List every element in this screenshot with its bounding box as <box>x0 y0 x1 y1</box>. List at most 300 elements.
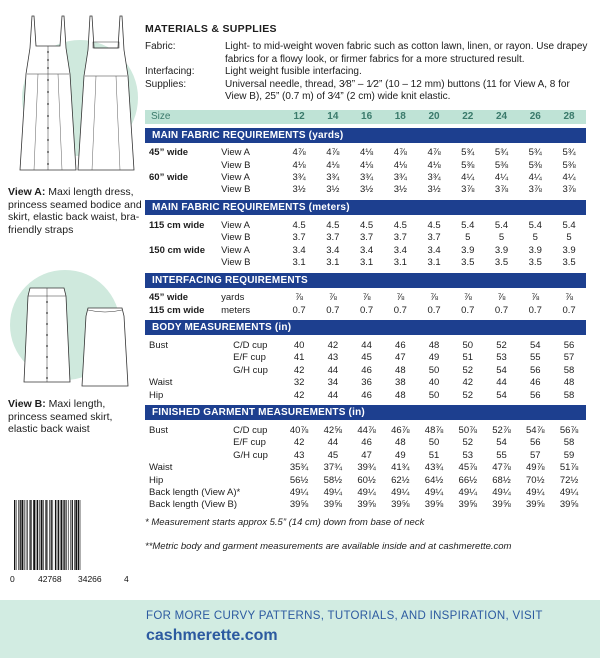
table-cell: 40⅞ <box>289 425 309 437</box>
table-cell: 3½ <box>326 184 340 196</box>
table-cell: 3.7 <box>393 232 407 244</box>
section-title: MAIN FABRIC REQUIREMENTS (yards) <box>145 128 586 143</box>
size-header-cell: 14 <box>316 110 350 124</box>
table-cell: 0.7 <box>461 304 475 316</box>
table-row <box>145 244 586 256</box>
table-cell: 3.4 <box>326 244 340 256</box>
table-cell: 42 <box>327 340 339 352</box>
barcode-digits: 42768 <box>38 574 62 584</box>
barcode-bar <box>46 500 47 570</box>
table-cell: ⅞ <box>295 292 304 304</box>
table-cell: 3.1 <box>427 256 441 268</box>
table-cell: 5.4 <box>494 219 509 231</box>
barcode-bar <box>33 500 35 570</box>
table-cell: 3.1 <box>359 256 374 268</box>
materials-interfacing-row <box>145 66 595 79</box>
row-label <box>145 364 221 376</box>
barcode-bar <box>43 500 44 570</box>
table-cell: 39⅝ <box>391 499 410 511</box>
table-cell: ⅞ <box>362 292 371 304</box>
table-cell: 39⅝ <box>424 499 444 511</box>
table-cell: 4⅛ <box>326 159 340 171</box>
table-row <box>145 449 586 461</box>
barcode-bar <box>51 500 52 570</box>
table-cell: 38 <box>395 377 406 389</box>
table-cell: 50 <box>462 340 474 352</box>
table-cell: 48 <box>395 437 406 449</box>
table-cell: 48⅞ <box>424 425 444 437</box>
materials-supplies-row <box>145 79 595 104</box>
table-cell: 64½ <box>424 474 444 486</box>
table-cell: 47⅞ <box>492 462 511 474</box>
table-cell: 54⅞ <box>526 425 545 437</box>
table-cell: 50 <box>428 389 440 401</box>
table-cell: 42 <box>293 364 305 376</box>
table-cell: 5.4 <box>528 219 542 231</box>
table-cell: 57 <box>529 449 541 461</box>
table-row <box>145 352 586 364</box>
table-cell: 56 <box>529 364 541 376</box>
row-label: 60” wide <box>149 171 189 183</box>
barcode-bar <box>37 500 38 570</box>
section-header-row <box>145 273 586 288</box>
table-cell: 39⅝ <box>289 499 309 511</box>
view-a-description <box>8 186 143 236</box>
table-cell: 56 <box>563 340 575 352</box>
table-row <box>145 486 586 498</box>
row-sublabel: G/H cup <box>233 364 268 376</box>
table-row <box>145 377 586 389</box>
table-cell: 3½ <box>427 184 441 196</box>
barcode-bar <box>70 500 71 570</box>
view-a-label: View A: <box>8 186 46 198</box>
section-title: FINISHED GARMENT MEASUREMENTS (in) <box>145 405 586 420</box>
table-cell: 62½ <box>391 474 410 486</box>
table-row <box>145 437 586 449</box>
barcode-bar <box>49 500 50 570</box>
table-cell: 4¼ <box>461 171 475 183</box>
table-cell: ⅞ <box>396 292 405 304</box>
table-cell: 52 <box>462 437 474 449</box>
barcode-bar <box>57 500 58 570</box>
row-label: 150 cm wide <box>149 244 205 256</box>
table-cell: 49¼ <box>526 487 545 498</box>
table-cell: 49¼ <box>289 487 309 498</box>
row-label: Waist <box>149 462 173 474</box>
table-cell: 52 <box>496 340 507 352</box>
table-cell: 45⅞ <box>458 462 478 474</box>
table-cell: 58 <box>563 364 575 376</box>
table-cell: 5¾ <box>528 147 542 159</box>
table-cell: 50 <box>428 364 440 376</box>
table-cell: 52⅞ <box>492 425 511 437</box>
table-cell: 3.1 <box>292 256 306 268</box>
row-label: Bust <box>149 425 169 437</box>
table-cell: 44 <box>327 389 339 401</box>
row-label <box>145 231 221 243</box>
table-row <box>145 171 586 183</box>
barcode-bar <box>68 500 69 570</box>
table-cell: 56 <box>529 389 541 401</box>
table-row <box>145 339 586 351</box>
table-cell: 3.5 <box>461 256 475 268</box>
table-row <box>145 231 586 243</box>
table-cell: 59 <box>563 449 575 461</box>
row-sublabel: E/F cup <box>233 437 266 449</box>
table-cell: 3½ <box>359 184 374 196</box>
row-sublabel: View B <box>221 159 251 171</box>
table-cell: 51 <box>462 352 474 364</box>
row-label: Back length (View B) <box>149 499 238 511</box>
table-cell: 4⅛ <box>292 159 306 171</box>
info-column <box>145 0 595 552</box>
table-cell: 37¾ <box>323 462 343 474</box>
table-cell: 60½ <box>357 474 376 486</box>
table-row <box>145 292 586 304</box>
table-cell: 3¾ <box>359 171 374 183</box>
table-cell: 46 <box>529 377 541 389</box>
table-cell: 3.7 <box>326 232 340 244</box>
table-row <box>145 364 586 376</box>
row-label: 115 cm wide <box>149 304 205 316</box>
table-cell: 49¼ <box>391 487 410 498</box>
table-cell: 54 <box>496 437 507 449</box>
table-cell: 43 <box>293 449 305 461</box>
row-sublabel: View A <box>221 219 250 231</box>
size-header-row <box>145 110 586 124</box>
table-cell: 4¼ <box>562 171 576 183</box>
table-cell: 39⅝ <box>492 499 511 511</box>
table-cell: 5 <box>498 232 505 244</box>
table-cell: 56½ <box>289 474 309 486</box>
materials-title: MATERIALS & SUPPLIES <box>145 23 277 35</box>
table-cell: 52 <box>462 364 474 376</box>
table-cell: 3⅞ <box>461 184 475 196</box>
table-cell: 46 <box>395 340 406 352</box>
barcode-bar <box>36 500 37 570</box>
table-cell: 32 <box>293 377 305 389</box>
table-cell: 44⅞ <box>357 425 376 437</box>
barcode-bar <box>72 500 73 570</box>
barcode-bar <box>64 500 65 570</box>
table-cell: 4.5 <box>393 219 407 231</box>
row-label <box>145 437 221 449</box>
table-cell: 55 <box>496 449 507 461</box>
table-cell: 5⅜ <box>494 159 509 171</box>
table-cell: 53 <box>496 352 507 364</box>
table-cell: 3⅞ <box>528 184 542 196</box>
table-cell: 46 <box>361 389 372 401</box>
row-sublabel: G/H cup <box>233 449 268 461</box>
table-cell: 44 <box>496 377 507 389</box>
table-cell: 56 <box>529 437 541 449</box>
materials-label: Interfacing: <box>145 66 195 77</box>
table-cell: 3⅞ <box>494 184 509 196</box>
table-cell: ⅞ <box>565 292 574 304</box>
footer-website-link[interactable]: cashmerette.com <box>146 627 278 644</box>
row-sublabel: C/D cup <box>233 340 268 352</box>
table-cell: 58 <box>563 437 575 449</box>
table-cell: 4.5 <box>326 219 340 231</box>
table-cell: 58½ <box>323 474 343 486</box>
barcode-bar <box>52 500 53 570</box>
table-cell: 4.5 <box>359 219 374 231</box>
barcode-bar <box>61 500 63 570</box>
row-sublabel: E/F cup <box>233 352 266 364</box>
table-cell: 50⅞ <box>458 425 478 437</box>
row-label <box>145 256 221 268</box>
table-cell: 49¼ <box>323 487 343 498</box>
barcode-bar <box>55 500 56 570</box>
size-header-cell: 20 <box>417 110 451 124</box>
table-cell: 5⅜ <box>528 159 542 171</box>
table-cell: 52 <box>462 389 474 401</box>
table-row <box>145 147 586 159</box>
row-sublabel: View A <box>221 171 250 183</box>
table-cell: 35¾ <box>289 462 309 474</box>
table-cell: 39⅝ <box>458 499 478 511</box>
table-cell: 5¾ <box>494 147 509 159</box>
size-chart-table <box>145 110 586 512</box>
table-cell: ⅞ <box>430 292 439 304</box>
materials-label: Supplies: <box>145 78 187 90</box>
row-sublabel: View A <box>221 244 250 256</box>
section-header-row <box>145 320 586 335</box>
size-header-cell: 28 <box>552 110 586 124</box>
table-cell: 51⅞ <box>559 462 579 474</box>
table-cell: 4⅞ <box>393 147 407 159</box>
table-cell: 3.7 <box>427 232 441 244</box>
size-header-cell: 12 <box>282 110 316 124</box>
view-a-front-illustration <box>18 14 78 174</box>
table-cell: 39⅝ <box>559 499 579 511</box>
table-cell: 68½ <box>492 474 511 486</box>
table-cell: 43 <box>327 352 339 364</box>
view-b-label: View B: <box>8 398 46 410</box>
table-cell: 4⅛ <box>359 147 374 159</box>
table-cell: 41 <box>293 352 305 364</box>
table-cell: 53 <box>462 449 474 461</box>
barcode-bar <box>45 500 46 570</box>
table-cell: 42⅝ <box>323 425 343 437</box>
table-cell: 49⅞ <box>526 462 545 474</box>
table-cell: 0.7 <box>494 304 509 316</box>
table-cell: 5 <box>532 232 538 244</box>
table-cell: 34 <box>327 377 339 389</box>
row-sublabel: C/D cup <box>233 425 268 437</box>
table-cell: 51 <box>428 449 440 461</box>
table-cell: 66½ <box>458 474 478 486</box>
table-cell: 4.5 <box>292 219 306 231</box>
table-cell: 58 <box>563 389 575 401</box>
table-cell: 54 <box>496 364 507 376</box>
table-cell: 56⅞ <box>559 425 579 437</box>
table-row <box>145 474 586 486</box>
table-cell: 3¾ <box>292 171 306 183</box>
barcode-bar <box>30 500 31 570</box>
barcode-bar <box>26 500 27 570</box>
barcode-bar <box>20 500 21 570</box>
table-cell: 39⅝ <box>323 499 343 511</box>
barcode-bar <box>18 500 19 570</box>
section-header-row <box>145 128 586 143</box>
barcode-bar <box>27 500 28 570</box>
size-header-cell: 22 <box>451 110 485 124</box>
barcode-digits: 4 <box>124 574 129 584</box>
row-label: 45” wide <box>149 147 189 159</box>
table-cell: 3½ <box>393 184 407 196</box>
table-cell: 41¾ <box>391 462 410 474</box>
row-label <box>145 159 221 171</box>
table-cell: 3.4 <box>359 244 374 256</box>
row-label: Waist <box>149 377 173 389</box>
table-cell: 3.4 <box>427 244 441 256</box>
table-cell: ⅞ <box>497 292 506 304</box>
size-header-label: Size <box>145 110 282 124</box>
table-cell: 4⅞ <box>427 147 441 159</box>
table-row <box>145 424 586 436</box>
table-cell: 5¾ <box>461 147 475 159</box>
table-cell: 54 <box>529 340 541 352</box>
table-cell: 0.7 <box>427 304 441 316</box>
size-header-cell: 16 <box>350 110 384 124</box>
table-cell: ⅞ <box>328 292 337 304</box>
barcode-digits: 34266 <box>78 574 102 584</box>
table-cell: 70½ <box>526 474 545 486</box>
table-cell: ⅞ <box>463 292 472 304</box>
section-header-row <box>145 200 586 215</box>
table-row <box>145 389 586 401</box>
table-row <box>145 219 586 231</box>
footnote-metric: **Metric body and garment measurements are available inside and at cashmerette.com <box>145 541 512 553</box>
footer-tagline: FOR MORE CURVY PATTERNS, TUTORIALS, AND INSPIRATION, VISIT <box>146 610 543 622</box>
table-cell: 3⅞ <box>562 184 576 196</box>
table-cell: 48 <box>395 364 406 376</box>
table-cell: 45 <box>327 449 339 461</box>
table-cell: 5⅜ <box>461 159 475 171</box>
row-label <box>145 184 221 196</box>
table-cell: 4⅛ <box>393 159 407 171</box>
table-cell: 44 <box>327 437 339 449</box>
table-cell: 3.5 <box>494 256 509 268</box>
materials-text: Light weight fusible interfacing. <box>225 66 362 77</box>
barcode <box>8 498 134 584</box>
table-cell: 0.7 <box>393 304 407 316</box>
table-cell: 4⅞ <box>326 147 340 159</box>
table-cell: 55 <box>529 352 541 364</box>
barcode-bar <box>63 500 64 570</box>
row-label: Bust <box>149 340 169 352</box>
table-row <box>145 256 586 268</box>
table-cell: 3.9 <box>494 244 509 256</box>
section-header-row <box>145 405 586 420</box>
row-sublabel: View A <box>221 147 250 159</box>
size-chart-body <box>145 110 586 512</box>
table-cell: 44 <box>361 340 372 352</box>
table-cell: 48 <box>428 340 440 352</box>
table-cell: 4⅛ <box>427 159 441 171</box>
table-cell: 57 <box>563 352 575 364</box>
table-cell: 48 <box>563 377 575 389</box>
row-sublabel: View B <box>221 256 251 268</box>
table-cell: 44 <box>327 364 339 376</box>
table-cell: 3.5 <box>562 256 576 268</box>
table-cell: 49¼ <box>357 487 376 498</box>
table-cell: 3.9 <box>461 244 475 256</box>
table-cell: 46⅞ <box>391 425 410 437</box>
table-cell: 3¾ <box>427 171 441 183</box>
view-b-back-illustration <box>80 306 130 390</box>
table-cell: 3.7 <box>292 232 306 244</box>
table-cell: 5 <box>566 232 572 244</box>
table-cell: 4⅛ <box>359 159 374 171</box>
table-cell: 49¼ <box>492 487 511 498</box>
table-cell: 47 <box>361 449 372 461</box>
size-header-cell: 24 <box>485 110 519 124</box>
table-cell: 3¾ <box>393 171 407 183</box>
table-cell: 5.4 <box>562 219 576 231</box>
row-label: 115 cm wide <box>149 219 205 231</box>
table-row <box>145 462 586 474</box>
table-cell: 40 <box>293 340 305 352</box>
table-cell: 42 <box>462 377 474 389</box>
table-cell: 4¼ <box>494 171 509 183</box>
materials-label: Fabric: <box>145 41 176 52</box>
row-label <box>145 352 221 364</box>
table-cell: 4⅞ <box>292 147 306 159</box>
row-label: Hip <box>149 474 164 486</box>
table-cell: 5¾ <box>562 147 576 159</box>
table-cell: 39⅝ <box>526 499 545 511</box>
table-cell: 3.4 <box>292 244 306 256</box>
table-cell: 39⅝ <box>357 499 376 511</box>
table-row <box>145 499 586 511</box>
row-sublabel: View B <box>221 232 251 244</box>
barcode-bar <box>24 500 25 570</box>
table-cell: 3.1 <box>393 256 407 268</box>
row-label <box>145 449 221 461</box>
table-cell: 0.7 <box>359 304 374 316</box>
barcode-bar <box>31 500 32 570</box>
table-cell: 3½ <box>292 184 306 196</box>
view-b-description <box>8 398 143 436</box>
table-cell: 49¼ <box>458 487 478 498</box>
footer-banner <box>0 600 600 658</box>
table-cell: 49 <box>428 352 440 364</box>
table-cell: 5⅜ <box>562 159 576 171</box>
barcode-bar <box>16 500 17 570</box>
barcode-bar <box>58 500 59 570</box>
view-b-front-illustration <box>22 286 72 386</box>
table-cell: 5 <box>465 232 471 244</box>
table-cell: 4.5 <box>427 219 441 231</box>
materials-text: Universal needle, thread, 3⁄8” – 1⁄2” (10 – 12 mm) buttons (11 for View A, 8 for View B), 25” (0.7 m) of 3⁄4” (2 cm) wide knit elastic. <box>225 78 570 102</box>
table-cell: 46 <box>361 364 372 376</box>
size-header-cell: 26 <box>518 110 552 124</box>
materials-text: Light- to mid-weight woven fabric such as cotton lawn, linen, or rayon. Use drapey fabrics for a flowy look, or firmer fabrics for a more structured result. <box>225 41 588 65</box>
barcode-bar <box>74 500 75 570</box>
size-header-cell: 18 <box>383 110 417 124</box>
barcode-bar <box>21 500 23 570</box>
table-cell: 40 <box>428 377 440 389</box>
row-label: 45” wide <box>149 292 189 304</box>
table-cell: 45 <box>361 352 372 364</box>
table-cell: 72½ <box>559 474 579 486</box>
row-label: Back length (View A)* <box>149 487 241 498</box>
view-a-text: Maxi length dress, princess seamed bodice and skirt, elastic back waist, bra-friendly straps <box>8 186 142 236</box>
table-cell: 43¾ <box>424 462 444 474</box>
table-row <box>145 304 586 316</box>
